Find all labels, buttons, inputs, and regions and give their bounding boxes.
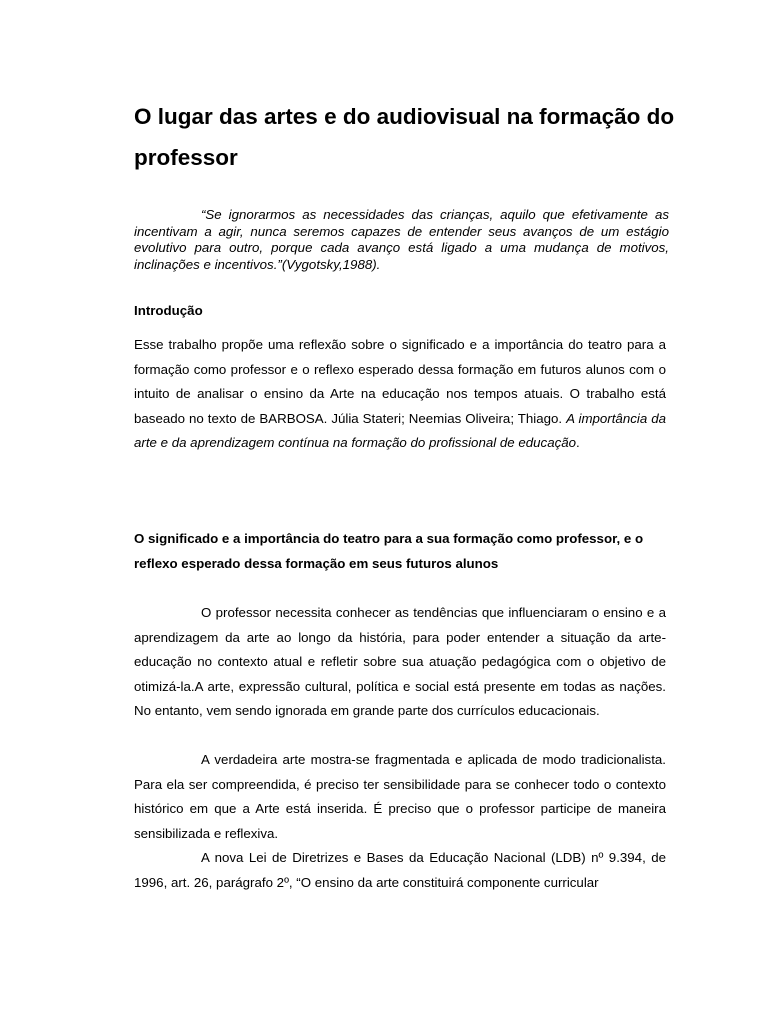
document-title: O lugar das artes e do audiovisual na formação do professor	[134, 104, 675, 170]
body-paragraph-1: O professor necessita conhecer as tendências que influenciaram o ensino e a aprendizagem da arte ao longo da história, para poder entender a situação da arte-educação no contexto atual e refletir sobre sua atuação pedagógica com o objetivo de otimizá-la.A arte, expressão cultural, política e social está presente em todas as nações. No entanto, vem sendo ignorada em grande parte dos currículos educacionais.	[134, 605, 666, 718]
body-paragraph-2: A verdadeira arte mostra-se fragmentada e aplicada de modo tradicionalista. Para ela ser compreendida, é preciso ter sensibilidade para se conhecer todo o contexto histórico em que a Arte está inserida. É preciso que o professor participe de maneira sensibilizada e reflexiva.	[134, 752, 666, 841]
body-paragraph-3: A nova Lei de Diretrizes e Bases da Educação Nacional (LDB) nº 9.394, de 1996, art. 26, parágrafo 2º, “O ensino da arte constituirá componente curricular	[134, 850, 666, 890]
intro-heading: Introdução	[134, 303, 203, 318]
intro-paragraph	[134, 333, 666, 456]
epigraph-quote: “Se ignorarmos as necessidades das crianças, aquilo que efetivamente as incentivam a agir, nunca seremos capazes de entender seus avanços de um estágio evolutivo para outro, porque cada avanço está ligado a uma mudança de motivos, inclinações e incentivos.”(Vygotsky,1988).	[134, 207, 669, 272]
intro-reference-title: A importância da arte e da aprendizagem contínua na formação do profissional de educação	[134, 410, 666, 450]
intro-reference-end: .	[576, 435, 580, 450]
intro-text: Esse trabalho propõe uma reflexão sobre o significado e a importância do teatro para a formação como professor e o reflexo esperado dessa formação em futuros alunos com o intuito de analisar o ensino da Arte na educação nos tempos atuais. O trabalho está baseado no texto de BARBOSA. Júlia Stateri; Neemias Oliveira; Thiago.	[134, 337, 666, 426]
section-heading: O significado e a importância do teatro para a sua formação como professor, e o reflexo esperado dessa formação em seus futuros alunos	[134, 531, 644, 571]
